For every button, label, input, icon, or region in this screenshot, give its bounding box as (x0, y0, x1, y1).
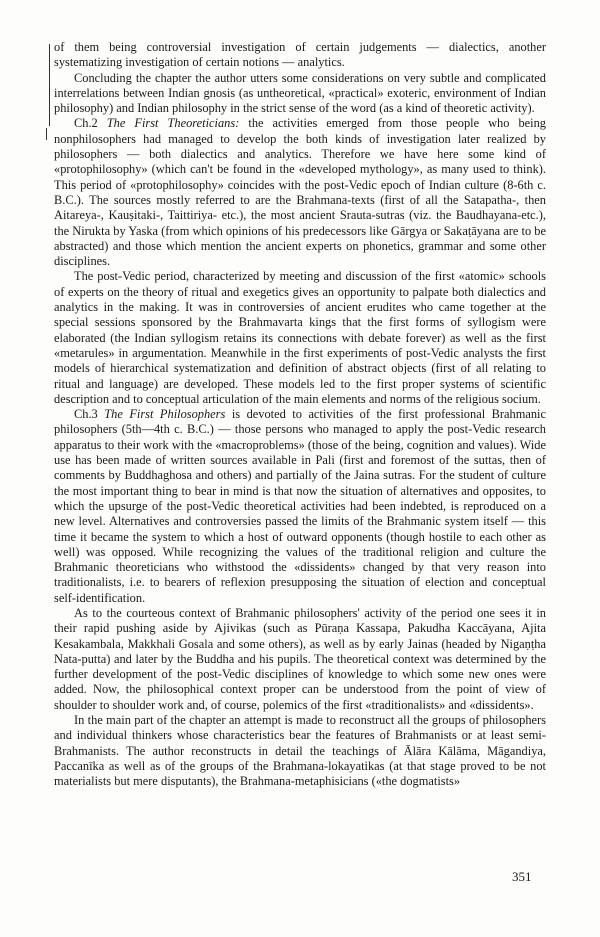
paragraph (54, 71, 546, 117)
paragraph-text: is devoted to activities of the first professional Brahmanic philosophers (5th—4th c. B.C.) — those persons who managed to apply the post-Vedic research apparatus to their work with the «macroproblems» (those of the being, cognition and values). Wide use has been made of written sources available in Pali (first and foremost of the suttas, then of comments by Buddhaghosa and others) and partially of the Jaina sutras. For the student of culture the most important thing to bear in mind is that now the situation of alternatives and opposites, to which the upsurge of the post-Vedic theoretical activities had been indebted, is reproduced on a new level. Alternatives and controversies passed the limits of the Brahmanic system itself — this time it became the system to which a host of outward opponents (though hostile to each other as well) was opposed. While recognizing the values of the traditional religion and culture the Brahmanic theoreticians who withstood the «dissidents» changed by that very reason into traditionalists, i.e. to bearers of reflexion presupposing the situation of election and conceptual self-identification. (54, 407, 546, 605)
chapter-title: The First Theoreticians: (106, 116, 240, 131)
paragraph-text: Ch.3 (74, 407, 105, 422)
paragraph-text: Concluding the chapter the author utters some considerations on very subtle and complicated interrelations between Indian gnosis (as untheoretical, «practical» exoteric, environment of Indian philosophy) and Indian philosophy in the strict sense of the word (as a kind of theoretic activity). (54, 70, 546, 116)
paragraph-text: of them being controversial investigation of certain judgements — dialectics, another systematizing investigation of certain notions — analytics. (54, 40, 546, 70)
page-number: 351 (512, 869, 532, 884)
body-text (54, 40, 546, 790)
paragraph-text: Ch.2 (74, 116, 107, 131)
paragraph (54, 116, 546, 269)
margin-mark-top (49, 44, 50, 126)
margin-mark-lower (46, 128, 47, 140)
paragraph (54, 269, 546, 407)
paragraph-text: In the main part of the chapter an attempt is made to reconstruct all the groups of philosophers and individual thinkers whose characteristics bear the features of Brahmanists or at least semi-Brahmanists. The author reconstructs in detail the teachings of Ālāra Kālāma, Māgandiya, Paccanīka as well as of the groups of the Brahmana-lokayatikas (at that stage proved to be not materialists but mere disputants), the Brahmana-metaphisicians («the dogmatists» (54, 713, 546, 789)
paragraph-text: the activities emerged from those people who being nonphilosophers had managed to develop the both kinds of investigation later realized by philosophers — both dialectics and analytics. Therefore we have here some kind of «protophilosophy» (which can't be found in the «developed mythology», as many used to think). This period of «protophilosophy» coincides with the post-Vedic epoch of Indian culture (8-6th c. B.C.). The sources mostly referred to are the Brahmana-texts (first of all the Satapatha-, then Aitareya-, Kauṣitaki-, Taittiriya- etc.), the most ancient Srauta-sutras (viz. the Baudhayana-etc.), the Nirukta by Yaska (from which opinions of his predecessors like Gārgya or Sakaṭāyana are to be abstracted) and those which mention the ancient experts on phonetics, grammar and some other disciplines. (54, 116, 546, 269)
paragraph-text: As to the courteous context of Brahmanic philosophers' activity of the period one sees it in their rapid pushing aside by Ajivikas (such as Pūraṇa Kassapa, Pakudha Kaccāyana, Ajita Kesakambala, Makkhali Gosala and some others), as well as by early Jainas (headed by Nigaṇṭha Nata-putta) and later by the Buddha and his pupils. The theoretical context was determined by the further development of the post-Vedic disciplines of knowledge to which some new ones were added. Now, the philosophical context proper can be understood from the point of view of shoulder to shoulder work and, of course, polemics of the first «traditionalists» and «dissidents». (54, 605, 546, 712)
paragraph (54, 606, 546, 713)
paragraph (54, 40, 546, 71)
paragraph-text: The post-Vedic period, characterized by meeting and discussion of the first «atomic» schools of experts on the theory of ritual and exegetics gives an opportunity to palpate both dialectics and analytics in the making. It was in controversies of ancient erudites who came together at the special sessions sponsored by the Brahmavarta kings that the first forms of syllogism were elaborated (the Indian syllogism retains its connections with debate forever) as well as the first «metarules» in argumentation. Meanwhile in the first experiments of post-Vedic analysts the first models of hierarchical systematization and definition of abstract objects (first of all relating to ritual and language) are developed. These models led to the first proper systems of scientific description and to conceptual articulation of the main elements and norms of the religious socium. (54, 269, 546, 406)
paragraph (54, 407, 546, 606)
paragraph (54, 713, 546, 789)
chapter-title: The First Philosophers (104, 407, 226, 422)
